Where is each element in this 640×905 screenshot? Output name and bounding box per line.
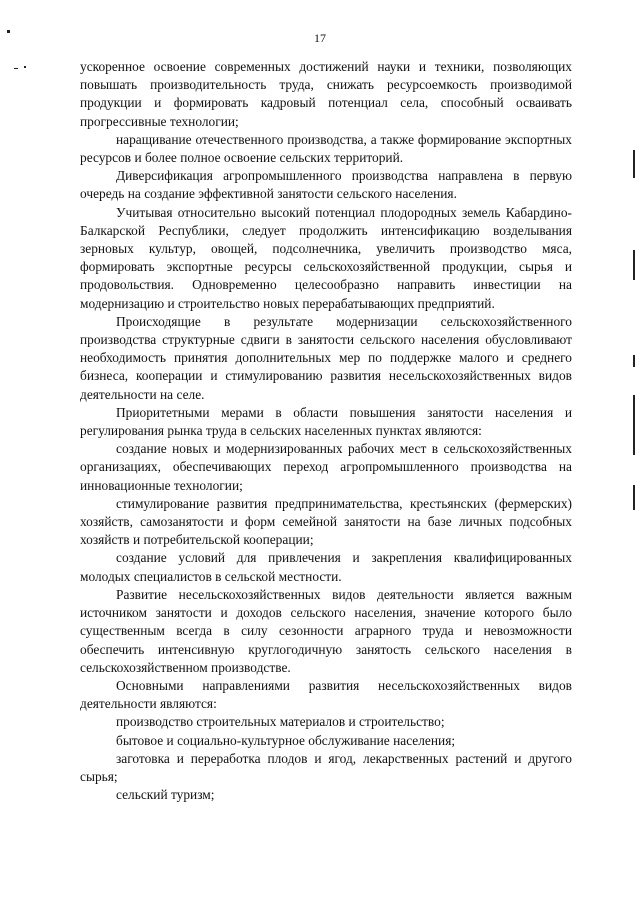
paragraph: Диверсификация агропромышленного производства направлена в первую очередь на создание эффективной занятости сельского населения. — [80, 168, 572, 202]
paragraph: заготовка и переработка плодов и ягод, лекарственных растений и другого сырья; — [80, 750, 572, 784]
scan-mark-dot — [7, 30, 10, 33]
paragraph: ускоренное освоение современных достижений науки и техники, позволяющих повышать производительность труда, снижать ресурсоемкость производимой продукции и формировать кадровый потенциал села, способный осваивать прогрессивные технологии; — [80, 59, 572, 129]
document-body — [80, 58, 572, 804]
paragraph: Приоритетными мерами в области повышения занятости населения и регулирования рынка труда в сельских населенных пунктах являются: — [80, 404, 572, 439]
paragraph: производство строительных материалов и строительство; — [116, 714, 445, 730]
paragraph: Учитывая относительно высокий потенциал плодородных земель Кабардино-Балкарской Республики, следует продолжить интенсификацию возделывания зерновых культур, овощей, подсолнечника, увеличить производство мяса, формировать экспортные ресурсы сельскохозяйственной продукции, сырья и продовольствия. Одновременно целесообразно направить инвестиции на модернизацию и строительство новых перерабатывающих предприятий. — [80, 204, 572, 311]
paragraph: Основными направлениями развития несельскохозяйственных видов деятельности являются: — [80, 677, 572, 712]
paragraph: наращивание отечественного производства, а также формирование экспортных ресурсов и более полное освоение сельских территорий. — [80, 131, 572, 166]
scan-edge-mark — [633, 250, 635, 280]
paragraph: создание новых и модернизированных рабочих мест в сельскохозяйственных организациях, обеспечивающих переход агропромышленного производства на инновационные технологии; — [80, 441, 572, 493]
scan-edge-mark — [633, 150, 635, 178]
page-number: 17 — [314, 31, 326, 45]
paragraph: Происходящие в результате модернизации сельскохозяйственного производства структурные сдвиги в занятости сельского населения обусловливают необходимость принятия дополнительных мер по поддержке малого и среднего бизнеса, кооперации и стимулированию развития несельскохозяйственных видов деятельности на селе. — [80, 313, 572, 402]
scan-edge-mark — [633, 485, 635, 510]
paragraph: создание условий для привлечения и закрепления квалифицированных молодых специалистов в сельской местности. — [80, 550, 572, 584]
paragraph: бытовое и социально-культурное обслуживание населения; — [116, 732, 456, 748]
scan-edge-mark — [633, 355, 635, 367]
paragraph: Развитие несельскохозяйственных видов деятельности является важным источником занятости и доходов сельского населения, значение которого было существенным всегда в силу сезонности аграрного труда и невозможности обеспечить интенсивную круглогодичную занятость сельского населения в сельскохозяйственном производстве. — [80, 586, 572, 675]
scan-mark-dash — [24, 66, 26, 68]
paragraph: сельский туризм; — [116, 787, 215, 803]
paragraph: стимулирование развития предпринимательства, крестьянских (фермерских) хозяйств, самозанятости и форм семейной занятости на базе личных подсобных хозяйств и потребительской кооперации; — [80, 495, 572, 548]
scan-edge-mark — [633, 395, 635, 455]
scan-mark-dash — [14, 68, 18, 69]
